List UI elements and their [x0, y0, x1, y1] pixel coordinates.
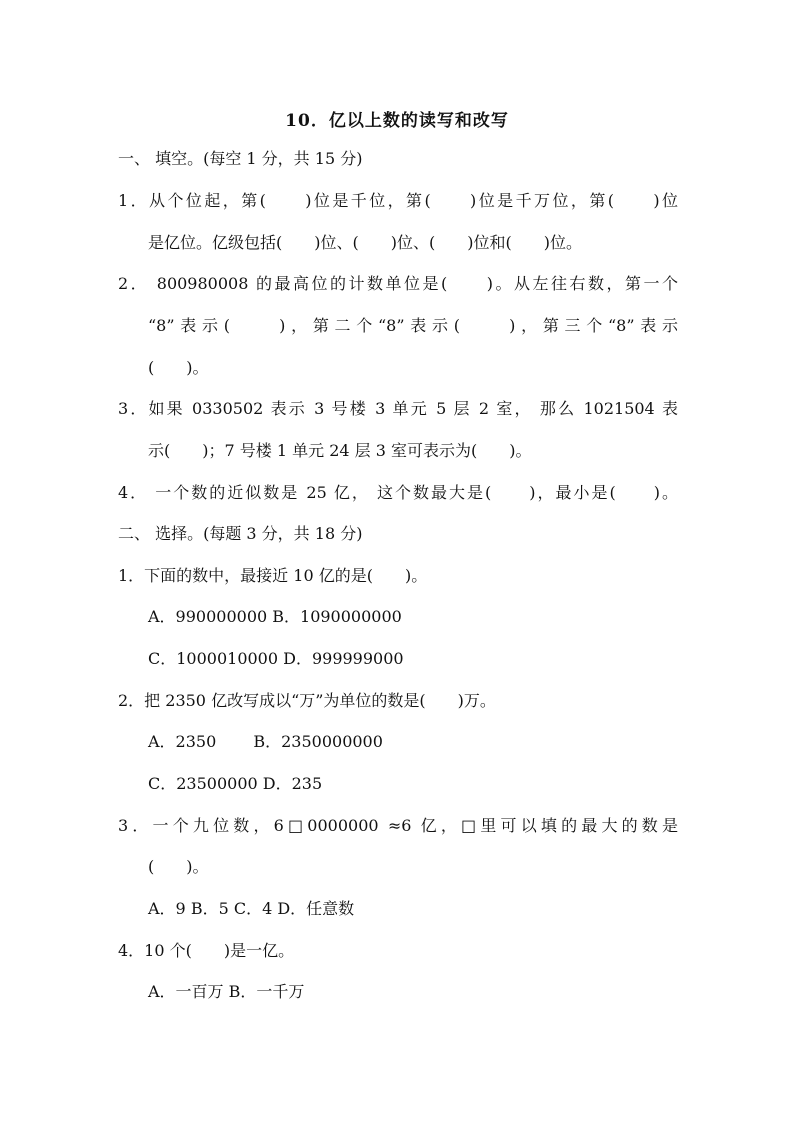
s2-q3-stem-line2: ( )。 — [148, 857, 209, 876]
s1-q3-line2: 示( )；7 号楼 1 单元 24 层 3 室可表示为( )。 — [148, 441, 532, 460]
s2-q2-stem: 2．把 2350 亿改写成以“万”为单位的数是( )万。 — [118, 691, 496, 710]
section-heading-choice: 二、 选择。(每题 3 分，共 18 分) — [118, 524, 363, 543]
s2-q1-options-ab: A．990000000 B．1090000000 — [148, 607, 402, 626]
s2-q4-stem: 4．10 个( )是一亿。 — [118, 941, 295, 960]
section-heading-fill-blank: 一、 填空。(每空 1 分，共 15 分) — [118, 149, 363, 168]
s1-q1-line1: 1．从个位起，第( )位是千位，第( )位是千万位，第( )位 — [118, 191, 678, 210]
page-title: 10．亿以上数的读写和改写 — [285, 111, 509, 131]
s2-q3-options: A．9 B．5 C．4 D．任意数 — [148, 899, 355, 918]
s2-q1-options-cd: C．1000010000 D．999999000 — [148, 649, 404, 668]
s1-q2-line3: ( )。 — [148, 358, 209, 377]
s1-q4-line1: 4． 一个数的近似数是 25 亿， 这个数最大是( )，最小是( )。 — [118, 483, 678, 502]
s2-q3-stem-line1: 3．一个九位数，6□0000000 ≈6 亿，□里可以填的最大的数是 — [118, 816, 678, 835]
s2-q2-options-cd: C．23500000 D．235 — [148, 774, 323, 793]
s1-q2-line1: 2． 800980008 的最高位的计数单位是( )。从左往右数，第一个 — [118, 274, 678, 293]
s1-q1-line2: 是亿位。亿级包括( )位、( )位、( )位和( )位。 — [148, 233, 582, 252]
s1-q3-line1: 3．如果 0330502 表示 3 号楼 3 单元 5 层 2 室， 那么 1021504 表 — [118, 399, 678, 418]
s1-q2-line2: “8”表示( )，第二个“8”表示( )，第三个“8”表示 — [148, 316, 678, 335]
s2-q1-stem: 1．下面的数中，最接近 10 亿的是( )。 — [118, 566, 428, 585]
s2-q2-options-ab: A．2350 B．2350000000 — [148, 732, 383, 751]
s2-q4-options: A．一百万 B．一千万 — [148, 982, 305, 1001]
